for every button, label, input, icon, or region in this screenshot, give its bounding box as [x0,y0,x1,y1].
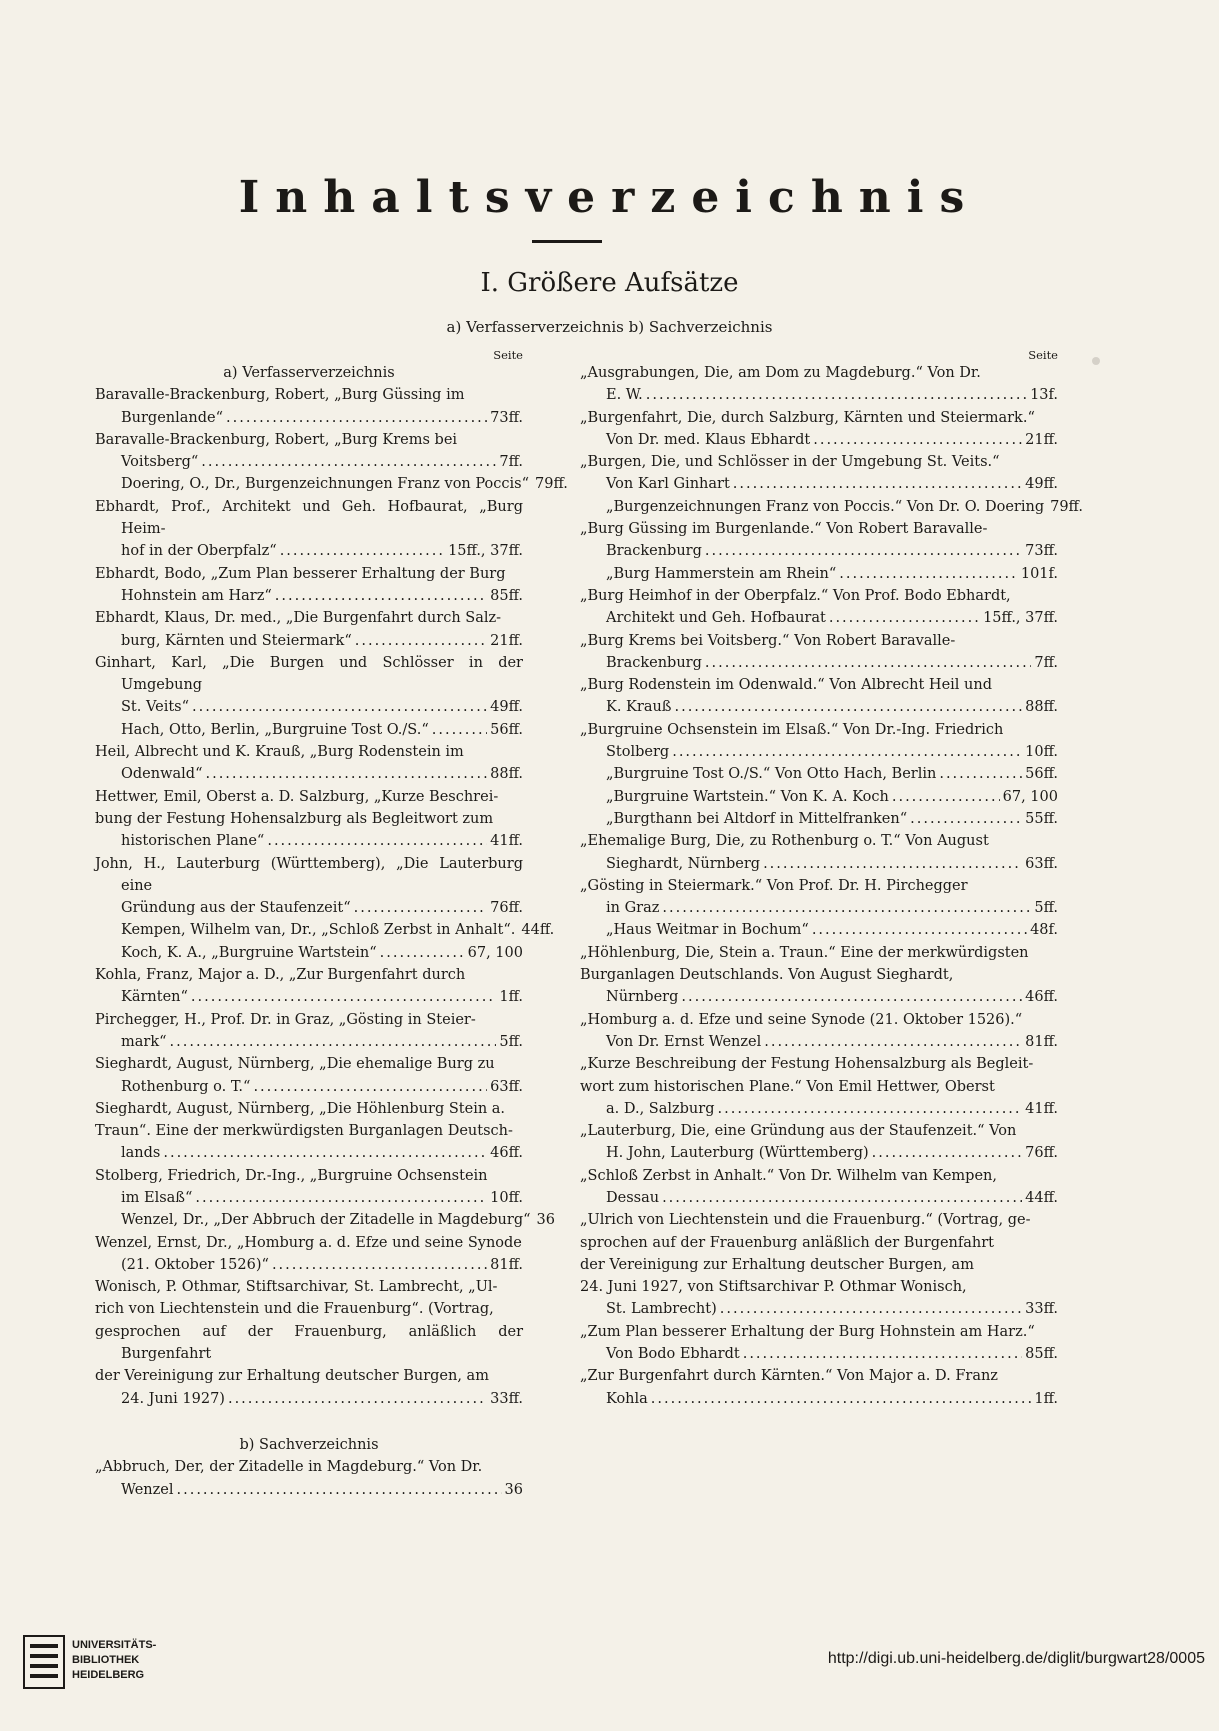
index-entry [580,919,1058,941]
entry-text: lands [121,1145,161,1162]
entry-text: Von Karl Ginhart [606,476,730,493]
entry-text: burg, Kärnten und Steiermark“ [121,632,352,649]
entry-line: Hettwer, Emil, Oberst a. D. Salzburg, „Kurze Beschrei- [95,788,499,805]
page-number: 10ff. [1025,744,1058,761]
entry-line: Ginhart, Karl, „Die Burgen und Schlösser in der Umgebung [95,654,523,694]
dot-leader [280,540,445,562]
index-entry [95,1009,523,1054]
index-entry [95,473,568,495]
title-rule [532,240,602,243]
seite-label-right: Seite [1028,348,1058,362]
dot-leader [720,1298,1022,1320]
entry-line: Sieghardt, August, Nürnberg, „Die ehemalige Burg zu [95,1056,495,1073]
entry-last-line [121,585,523,607]
entry-text: in Graz [606,900,660,917]
entry-last-line [121,763,523,785]
dot-leader [267,830,487,852]
entry-last-line [606,808,1058,830]
entry-line: wort zum historischen Plane.“ Von Emil Hettwer, Oberst [580,1078,995,1095]
entry-line: „Burgenfahrt, Die, durch Salzburg, Kärnten und Steiermark.“ [580,409,1035,426]
page-number: 44ff. [1025,1189,1058,1206]
entry-text: mark“ [121,1033,167,1050]
entry-last-line [121,540,523,562]
dot-leader [662,897,1031,919]
author-index-list [95,384,568,1410]
index-entry [580,496,1083,518]
dot-leader [763,853,1022,875]
entry-last-line [606,696,1058,718]
entry-last-line [606,786,1058,808]
dot-leader [354,897,488,919]
page-number: 1ff. [1034,1390,1058,1407]
page-number: 67, 100 [467,944,523,961]
entry-last-line [606,496,1083,518]
index-entry [95,1456,523,1501]
page-number: 73ff. [490,409,523,426]
page-number: 36 [536,1212,555,1229]
entry-text: Kempen, Wilhelm van, Dr., „Schloß Zerbst in Anhalt“. [121,922,516,939]
entry-text: Dessau [606,1189,660,1206]
dot-leader [813,429,1022,451]
entry-last-line [606,1187,1058,1209]
index-entry [95,1232,523,1277]
index-entry [580,407,1058,452]
entry-line: „Burg Krems bei Voitsberg.“ Von Robert Baravalle- [580,632,956,649]
page-number: 56ff. [1025,766,1058,783]
entry-text: Burgenlande“ [121,409,224,426]
dot-leader [705,652,1031,674]
entry-line: „Abbruch, Der, der Zitadelle in Magdeburg.“ Von Dr. [95,1459,483,1476]
library-seal-icon [22,1632,66,1692]
page-number: 41ff. [1025,1100,1058,1117]
index-entry [580,585,1058,630]
entry-line: „Kurze Beschreibung der Festung Hohensalzburg als Begleit- [580,1056,1034,1073]
entry-last-line [606,1031,1058,1053]
entry-line: „Zur Burgenfahrt durch Kärnten.“ Von Major a. D. Franz [580,1368,998,1385]
entry-last-line [606,473,1058,495]
page-number: 10ff. [490,1189,523,1206]
index-entry [580,1009,1058,1054]
page-number: 1ff. [499,989,523,1006]
entry-text: (21. Oktober 1526)“ [121,1256,269,1273]
entry-last-line [121,1254,523,1276]
entry-last-line [121,630,523,652]
entry-last-line [606,652,1058,674]
page-number: 49ff. [490,699,523,716]
verfasserverzeichnis-heading: a) Verfasserverzeichnis [223,365,395,381]
entry-line: Sieghardt, August, Nürnberg, „Die Höhlenburg Stein a. [95,1100,506,1117]
entry-text: Kohla [606,1390,648,1407]
entry-line: „Ausgrabungen, Die, am Dom zu Magdeburg.“ Von Dr. [580,365,981,381]
page-number: 48f. [1030,922,1058,939]
index-entry [95,563,523,608]
index-entry [580,563,1058,585]
dot-leader [764,1031,1022,1053]
entry-last-line [121,1187,523,1209]
library-name [72,1638,156,1683]
entry-last-line [606,384,1058,406]
entry-line: Traun“. Eine der merkwürdigsten Burganlagen Deutsch- [95,1123,513,1140]
entry-line: Wonisch, P. Othmar, Stiftsarchivar, St. Lambrecht, „Ul- [95,1279,498,1296]
page-number: 33ff. [490,1390,523,1407]
page-number: 81ff. [490,1256,523,1273]
entry-text: „Burgruine Wartstein.“ Von K. A. Koch [606,788,889,805]
dot-leader [672,741,1022,763]
entry-line: rich von Liechtenstein und die Frauenburg“. (Vortrag, [95,1301,494,1318]
entry-last-line [121,1388,523,1410]
entry-text: Hach, Otto, Berlin, „Burgruine Tost O./S.“ [121,721,429,738]
entry-text: St. Veits“ [121,699,190,716]
entry-text: „Burgruine Tost O./S.“ Von Otto Hach, Berlin [606,766,937,783]
dot-leader [674,696,1022,718]
dot-leader [829,607,980,629]
entry-line: Ebhardt, Bodo, „Zum Plan besserer Erhaltung der Burg [95,565,506,582]
entry-text: Brackenburg [606,543,702,560]
dot-leader [892,786,1000,808]
dot-leader [812,919,1027,941]
dot-leader [355,630,487,652]
page-number: 55ff. [1025,810,1058,827]
index-entry [95,853,523,920]
entry-text: Koch, K. A., „Burgruine Wartstein“ [121,944,377,961]
entry-line: bung der Festung Hohensalzburg als Begleitwort zum [95,810,494,827]
entry-last-line [121,473,568,495]
dot-leader [272,1254,487,1276]
entry-text: Doering, O., Dr., Burgenzeichnungen Franz von Poccis“ [121,476,529,493]
entry-last-line [121,897,523,919]
dot-leader [681,986,1022,1008]
entry-text: E. W. [606,387,643,404]
page-number: 36 [504,1481,523,1498]
dot-leader [191,986,496,1008]
library-name-line-1: UNIVERSITÄTS- [72,1639,157,1651]
page-number: 46ff. [1025,989,1058,1006]
entry-last-line [121,1142,523,1164]
right-column [580,348,1083,1410]
entry-text: Voitsberg“ [121,454,199,471]
entry-text: historischen Plane“ [121,833,265,850]
index-entry [580,451,1058,496]
entry-last-line [121,986,523,1008]
dot-leader [743,1343,1022,1365]
entry-last-line [121,919,555,941]
entry-text: Von Bodo Ebhardt [606,1346,740,1363]
page-number: 76ff. [490,900,523,917]
dot-leader [733,473,1022,495]
dot-leader [163,1142,487,1164]
entry-last-line [121,407,523,429]
index-entry [95,1165,523,1210]
entry-text: K. Krauß [606,699,672,716]
index-entry [95,741,523,786]
page-number: 7ff. [499,454,523,471]
index-entry [95,652,523,719]
page-number: 5ff. [1034,900,1058,917]
page-number: 88ff. [490,766,523,783]
entry-text: Odenwald“ [121,766,203,783]
entry-text: Stolberg [606,744,670,761]
index-entry [580,1321,1058,1366]
dot-leader [192,696,487,718]
index-entry [580,630,1058,675]
dot-leader [177,1479,502,1501]
dot-leader [646,384,1027,406]
index-entry [95,1053,523,1098]
dot-leader [872,1142,1022,1164]
entry-line: „Burgruine Ochsenstein im Elsaß.“ Von Dr.-Ing. Friedrich [580,721,1004,738]
entry-line: „Zum Plan besserer Erhaltung der Burg Hohnstein am Harz.“ [580,1323,1035,1340]
source-url-link[interactable]: http://digi.ub.uni-heidelberg.de/diglit/burgwart28/0005 [827,1650,1205,1667]
entry-line: „Burgen, Die, und Schlösser in der Umgebung St. Veits.“ [580,454,1000,471]
page-number: 5ff. [499,1033,523,1050]
index-entry [95,919,555,941]
index-entry [580,1165,1058,1210]
dot-leader [195,1187,487,1209]
index-entry [580,830,1058,875]
library-name-line-3: HEIDELBERG [72,1669,145,1681]
entry-line: Baravalle-Brackenburg, Robert, „Burg Krems bei [95,431,458,448]
entry-line: „Burg Rodenstein im Odenwald.“ Von Albrecht Heil und [580,677,992,694]
entry-line: gesprochen auf der Frauenburg, anläßlich der Burgenfahrt [95,1323,523,1363]
entry-text: „Burgthann bei Altdorf in Mittelfranken“ [606,810,908,827]
dot-leader [275,585,487,607]
entry-last-line [606,607,1058,629]
index-entry [580,786,1058,808]
entry-line: Ebhardt, Prof., Architekt und Geh. Hofbaurat, „Burg Heim- [95,498,523,538]
index-entry [580,808,1058,830]
page-number: 73ff. [1025,543,1058,560]
entry-text: H. John, Lauterburg (Württemberg) [606,1145,869,1162]
entry-text: Gründung aus der Staufenzeit“ [121,900,351,917]
entry-last-line [606,1343,1058,1365]
entry-text: Architekt und Geh. Hofbaurat [606,610,826,627]
dot-leader [939,763,1022,785]
page-number: 49ff. [1025,476,1058,493]
page-number: 15ff., 37ff. [983,610,1058,627]
dot-leader [718,1098,1023,1120]
entry-text: hof in der Oberpfalz“ [121,543,277,560]
entry-line: Stolberg, Friedrich, Dr.-Ing., „Burgruine Ochsenstein [95,1167,488,1184]
page-number: 79ff. [535,476,568,493]
entry-line: „Ehemalige Burg, Die, zu Rothenburg o. T.“ Von August [580,833,989,850]
entry-line: der Vereinigung zur Erhaltung deutscher Burgen, am [95,1368,489,1385]
entry-last-line [121,1031,523,1053]
dot-leader [205,763,487,785]
entry-last-line [606,763,1058,785]
entry-text: Hohnstein am Harz“ [121,587,272,604]
index-entry [95,429,523,474]
entry-last-line [121,1209,555,1231]
sachverzeichnis-heading: b) Sachverzeichnis [239,1436,379,1453]
entry-last-line [121,942,523,964]
index-entry [580,763,1058,785]
entry-line: Burganlagen Deutschlands. Von August Sieghardt, [580,967,954,984]
entry-last-line [121,451,523,473]
entry-last-line [606,563,1058,585]
paper-spot [1092,357,1100,365]
entry-text: Nürnberg [606,989,679,1006]
section-heading: I. Größere Aufsätze [480,268,739,298]
page-number: 13f. [1030,387,1058,404]
page-number: 81ff. [1025,1033,1058,1050]
index-entry [580,1209,1058,1320]
dot-leader [228,1388,487,1410]
page-number: 21ff. [490,632,523,649]
section-subtitle: a) Verfasserverzeichnis b) Sachverzeichnis [446,318,773,336]
entry-line: „Burg Heimhof in der Oberpfalz.“ Von Prof. Bodo Ebhardt, [580,587,1011,604]
entry-text: „Haus Weitmar in Bochum“ [606,922,809,939]
entry-text: Brackenburg [606,654,702,671]
entry-text: Sieghardt, Nürnberg [606,855,761,872]
page-number: 63ff. [490,1078,523,1095]
page-number: 15ff., 37ff. [448,543,523,560]
dot-leader [170,1031,497,1053]
page-number: 63ff. [1025,855,1058,872]
entry-text: Von Dr. Ernst Wenzel [606,1033,762,1050]
page-number: 56ff. [490,721,523,738]
entry-line: Wenzel, Ernst, Dr., „Homburg a. d. Efze und seine Synode [95,1234,522,1251]
page-number: 44ff. [521,922,555,939]
entry-last-line [121,830,523,852]
entry-line: Pirchegger, H., Prof. Dr. in Graz, „Gösting in Steier- [95,1011,476,1028]
entry-text: „Burg Hammerstein am Rhein“ [606,565,837,582]
index-entry [580,674,1058,719]
page-number: 41ff. [490,833,523,850]
entry-last-line [606,1298,1058,1320]
index-entry [95,964,523,1009]
entry-text: St. Lambrecht) [606,1301,717,1318]
entry-line: „Homburg a. d. Efze und seine Synode (21. Oktober 1526).“ [580,1011,1023,1028]
entry-line: Kohla, Franz, Major a. D., „Zur Burgenfahrt durch [95,967,466,984]
entry-text: „Burgenzeichnungen Franz von Poccis.“ Von Dr. O. Doering [606,498,1045,515]
entry-line: „Lauterburg, Die, eine Gründung aus der Staufenzeit.“ Von [580,1123,1017,1140]
index-entry [580,1365,1058,1410]
entry-last-line [606,853,1058,875]
entry-text: Rothenburg o. T.“ [121,1078,251,1095]
dot-leader [910,808,1022,830]
dot-leader [839,563,1018,585]
entry-last-line [606,1142,1058,1164]
dot-leader [651,1388,1032,1410]
entry-last-line [121,1076,523,1098]
entry-line: 24. Juni 1927, von Stiftsarchivar P. Othmar Wonisch, [580,1279,967,1296]
page-number: 85ff. [1025,1346,1058,1363]
index-entry [580,362,1058,407]
entry-line: John, H., Lauterburg (Württemberg), „Die Lauterburg eine [95,855,523,894]
page-number: 85ff. [490,587,523,604]
entry-last-line [606,919,1058,941]
entry-last-line [606,429,1058,451]
index-entry [580,942,1058,1009]
entry-line: „Gösting in Steiermark.“ Von Prof. Dr. H. Pirchegger [580,877,968,894]
page-number: 67, 100 [1002,788,1058,805]
entry-last-line [606,540,1058,562]
seite-label-left: Seite [493,348,523,362]
entry-line: „Burg Güssing im Burgenlande.“ Von Robert Baravalle- [580,521,988,538]
index-entry [95,1098,523,1165]
page-number: 76ff. [1025,1145,1058,1162]
dot-leader [380,942,465,964]
index-entry [95,786,523,853]
index-entry [95,384,523,429]
entry-line: Ebhardt, Klaus, Dr. med., „Die Burgenfahrt durch Salz- [95,610,502,627]
entry-last-line [606,897,1058,919]
library-logo[interactable] [22,1632,172,1704]
entry-text: Wenzel [121,1481,174,1498]
index-entry [580,875,1058,920]
entry-line: sprochen auf der Frauenburg anläßlich der Burgenfahrt [580,1234,995,1251]
page-number: 101f. [1020,565,1058,582]
entry-line: Heil, Albrecht und K. Krauß, „Burg Rodenstein im [95,744,464,761]
entry-last-line [121,696,523,718]
entry-text: Wenzel, Dr., „Der Abbruch der Zitadelle in Magdeburg“ [121,1212,531,1229]
library-name-line-2: BIBLIOTHEK [72,1654,140,1666]
entry-text: Kärnten“ [121,989,188,1006]
subject-index-list [580,362,1083,1410]
entry-line: „Schloß Zerbst in Anhalt.“ Von Dr. Wilhelm van Kempen, [580,1167,997,1184]
entry-last-line [606,1098,1058,1120]
dot-leader [201,451,496,473]
subject-index-list-start [95,1456,523,1501]
index-entry [95,942,523,964]
index-entry [95,607,523,652]
index-entry [580,1120,1058,1165]
entry-line: „Ulrich von Liechtenstein und die Frauenburg.“ (Vortrag, ge- [580,1212,1031,1229]
page-number: 33ff. [1025,1301,1058,1318]
entry-line: Baravalle-Brackenburg, Robert, „Burg Güssing im [95,387,465,404]
entry-line: der Vereinigung zur Erhaltung deutscher Burgen, am [580,1256,974,1273]
dot-leader [662,1187,1022,1209]
index-entry [95,1209,555,1231]
entry-last-line [121,1479,523,1501]
index-entry [95,1276,523,1410]
entry-text: 24. Juni 1927) [121,1390,225,1407]
dot-leader [705,540,1022,562]
entry-line: „Höhlenburg, Die, Stein a. Traun.“ Eine der merkwürdigsten [580,944,1029,961]
entry-text: im Elsaß“ [121,1189,193,1206]
page-number: 79ff. [1050,498,1083,515]
index-entry [95,496,523,563]
entry-text: a. D., Salzburg [606,1100,715,1117]
page-number: 21ff. [1025,431,1058,448]
index-entry [95,719,523,741]
entry-last-line [606,986,1058,1008]
dot-leader [226,407,487,429]
page-number: 88ff. [1025,699,1058,716]
page-number: 46ff. [490,1145,523,1162]
dot-leader [253,1076,487,1098]
entry-last-line [121,719,523,741]
page-title: Inhaltsverzeichnis [238,172,981,223]
dot-leader [432,719,487,741]
index-entry [580,719,1058,764]
index-entry [580,518,1058,563]
entry-last-line [606,1388,1058,1410]
left-column [95,348,568,1501]
page-number: 7ff. [1034,654,1058,671]
index-entry [580,1053,1058,1120]
entry-text: Von Dr. med. Klaus Ebhardt [606,431,811,448]
entry-last-line [606,741,1058,763]
